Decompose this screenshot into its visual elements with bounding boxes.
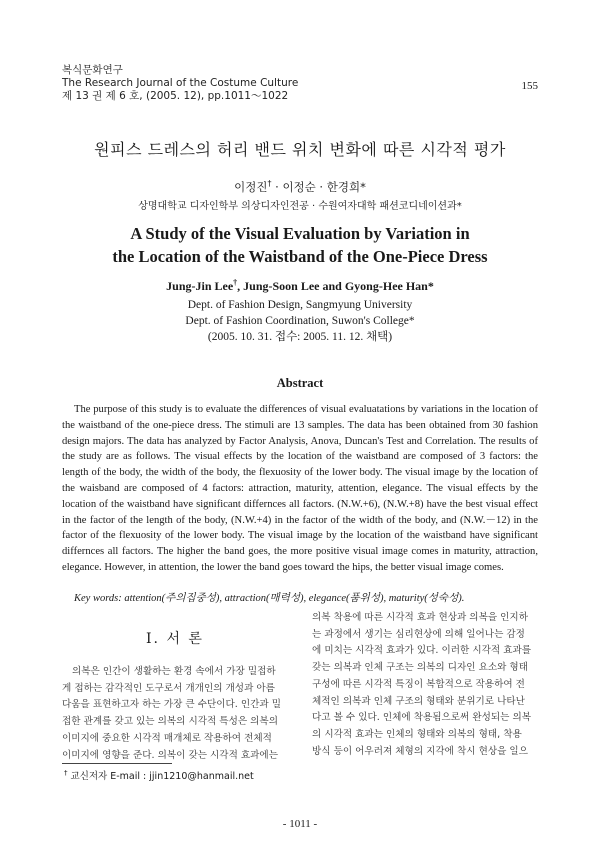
affiliation-english xyxy=(0,297,600,345)
title-en-line2: the Location of the Waistband of the One-Piece Dress xyxy=(112,247,488,266)
paragraph-line: 체적인 의복과 인체 구조의 형태와 분위기로 나타난 xyxy=(312,695,525,707)
paragraph-line: 이미지에 영향을 준다. 의복이 갖는 시각적 효과에는 xyxy=(62,749,278,761)
paragraph-line: 구성에 따른 시각적 특징이 복합적으로 작용하여 전 xyxy=(312,678,525,690)
title-en-line1: A Study of the Visual Evaluation by Variation in xyxy=(130,224,470,243)
author-en-rest: , Jung-Soon Lee and Gyong-Hee Han* xyxy=(237,279,434,293)
received-accepted-dates: (2005. 10. 31. 접수: 2005. 11. 12. 채택) xyxy=(207,331,393,343)
footnote-corresponding-author xyxy=(64,768,254,782)
paragraph-line: 다움을 표현하고자 하는 가장 큰 수단이다. 인간과 밀 xyxy=(62,699,282,711)
paragraph-line: 접한 관계를 갖고 있는 의복의 시각적 특성은 의복의 xyxy=(62,716,278,728)
title-korean: 원피스 드레스의 허리 밴드 위치 변화에 따른 시각적 평가 xyxy=(94,140,506,159)
paragraph-line: 는 과정에서 생기는 심리현상에 의해 일어나는 감정 xyxy=(312,628,525,640)
footnote-marker: † xyxy=(64,768,68,777)
journal-name-ko: 복식문화연구 xyxy=(62,64,123,76)
footnote-divider xyxy=(62,763,172,764)
authors-english xyxy=(0,278,600,294)
abstract-body: The purpose of this study is to evaluate the differences of visual evaluatations by variations in the location of the waistband of the one-piece dress. The stimuli are 13 samples. The data has been obtained from 30 fashion design majors. The data has analyzed by Factor Analysis, Anova, Duncan's Test and Correlation. The results of the study are as follows. The visual effects by the location of the waistband are composed of 3 factors: the length of the body, the width of the body, the flexuosity of the lower body. The visual image by the location of the waisband are composed of 4 factors: attraction, maturity, attention, elegance. The visual effects by the location of the waistband have significant differnces all factors. (N.W.+6), (N.W.+8) have the best visual effect in the factor of the length of the body, (N.W.+4) in the factor of the width of the body, and (N.W.－12) in the factor of the flexuosity of the lower body. The visual image by the location of the waistband have significant differnces all factors. The higher the band goes, the more positive visual image comes in maturity, attraction, elegance. However, in attention, the lower the band goes toward the hips, the better visual image comes. xyxy=(62,404,538,573)
paragraph-line: 다고 볼 수 있다. 인체에 착용됨으로써 완성되는 의복 xyxy=(312,712,532,724)
journal-name-en: The Research Journal of the Costume Culture xyxy=(62,77,299,89)
intro-left-column xyxy=(62,664,288,764)
authors-korean xyxy=(0,179,600,195)
paragraph-line: 의복은 인간이 생활하는 환경 속에서 가장 밀접하 xyxy=(72,666,276,677)
abstract-heading: Abstract xyxy=(276,376,324,390)
title-english xyxy=(0,222,600,268)
paragraph-line: 의복 착용에 따른 시각적 효과 현상과 의복을 인지하 xyxy=(312,612,528,623)
footer-page-number: - 1011 - xyxy=(282,818,318,830)
header-page-number: 155 xyxy=(521,80,538,92)
keywords: Key words: attention(주의집중성), attraction(매력성), elegance(품위성), maturity(성숙성). xyxy=(74,593,465,604)
journal-volume-info: 제 13 권 제 6 호, (2005. 12), pp.1011～1022 xyxy=(62,90,289,102)
paragraph-line: 이미지에 중요한 시각적 매개체로 작용하여 전체적 xyxy=(62,732,272,744)
footnote-text: 교신저자 E-mail : jjin1210@hanmail.net xyxy=(67,771,254,782)
paragraph-line: 게 접하는 감각적인 도구로서 개개인의 개성과 아름 xyxy=(62,682,275,694)
corresponding-marker-ko: † xyxy=(267,179,272,189)
paragraph-line: 갖는 의복과 인체 구조는 의복의 디자인 요소와 형태 xyxy=(312,662,528,674)
paragraph-line: 방식 등이 어우러져 체형의 지각에 착시 현상을 일으 xyxy=(312,745,528,757)
affil-en-line2: Dept. of Fashion Coordination, Suwon's College* xyxy=(185,315,415,327)
author-ko-first: 이정진 xyxy=(234,180,268,194)
paragraph-line: 의 시각적 효과는 인체의 형태와 의복의 형태, 착용 xyxy=(312,728,522,740)
affiliation-korean: 상명대학교 디자인학부 의상디자인전공 · 수원여자대학 패션코디네이션과* xyxy=(138,201,462,212)
affil-en-line1: Dept. of Fashion Design, Sangmyung University xyxy=(187,299,413,311)
author-ko-rest: · 이정순 · 한경희* xyxy=(271,180,366,194)
intro-right-column xyxy=(312,610,538,760)
journal-header xyxy=(62,64,298,103)
corresponding-marker-en: † xyxy=(233,278,238,287)
paragraph-line: 에 미치는 시각적 효과가 있다. 이러한 시각적 효과를 xyxy=(312,645,532,657)
author-en-first: Jung-Jin Lee xyxy=(166,279,234,293)
section-heading-introduction: Ⅰ. 서 론 xyxy=(146,631,204,647)
